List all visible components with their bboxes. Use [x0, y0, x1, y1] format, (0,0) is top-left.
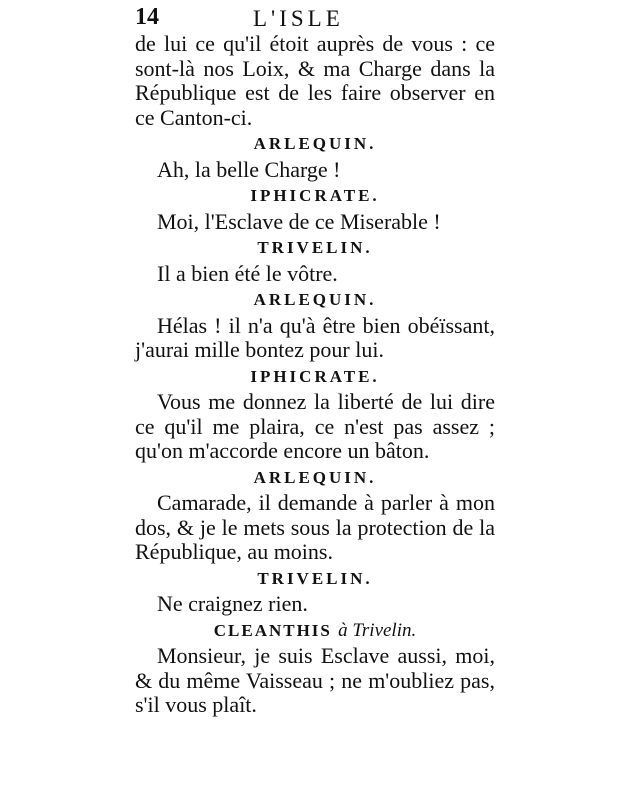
- stage-direction: à Trivelin.: [338, 619, 417, 641]
- speaker-heading: IPHICRATE.: [250, 366, 380, 386]
- running-title: L'ISLE: [253, 6, 344, 31]
- speaker-heading: TRIVELIN.: [257, 238, 373, 257]
- speech: Ah, la belle Charge !: [157, 156, 341, 182]
- page-number: 14: [135, 4, 159, 30]
- speaker-name: CLEANTHIS: [213, 620, 332, 640]
- speech: Camarade, il demande à parler à mon dos, & je le mets sous la protection de la République, au moins.: [135, 490, 495, 564]
- speech: Hélas ! il n'a qu'à être bien obéïssant, j'aurai mille bontez pour lui.: [135, 312, 495, 362]
- speech: Moi, l'Esclave de ce Miserable !: [157, 208, 441, 234]
- speaker-heading: ARLEQUIN.: [253, 134, 377, 153]
- speaker-heading: ARLEQUIN.: [253, 467, 377, 487]
- speaker-heading: TRIVELIN.: [257, 568, 373, 588]
- speech: Ne craignez rien.: [157, 591, 308, 616]
- text-block: [135, 32, 495, 718]
- speaker-heading: IPHICRATE.: [250, 186, 380, 205]
- page-header: [135, 4, 495, 34]
- speech: Vous me donnez la liberté de lui dire ce qu'il me plaira, ce n'est pas assez ; qu'on m'accorde encore un bâton.: [135, 389, 495, 463]
- continuation-paragraph: de lui ce qu'il étoit auprès de vous : ce sont-là nos Loix, & ma Charge dans la République est de les faire observer en ce Canton-ci.: [135, 31, 495, 130]
- speaker-heading: ARLEQUIN.: [253, 290, 377, 309]
- speech: Monsieur, je suis Esclave aussi, moi, & du même Vaisseau ; ne m'oubliez pas, s'il vous plaît.: [135, 643, 495, 717]
- speaker-heading-with-stage-direction: [135, 619, 495, 644]
- speech: Il a bien été le vôtre.: [157, 260, 338, 286]
